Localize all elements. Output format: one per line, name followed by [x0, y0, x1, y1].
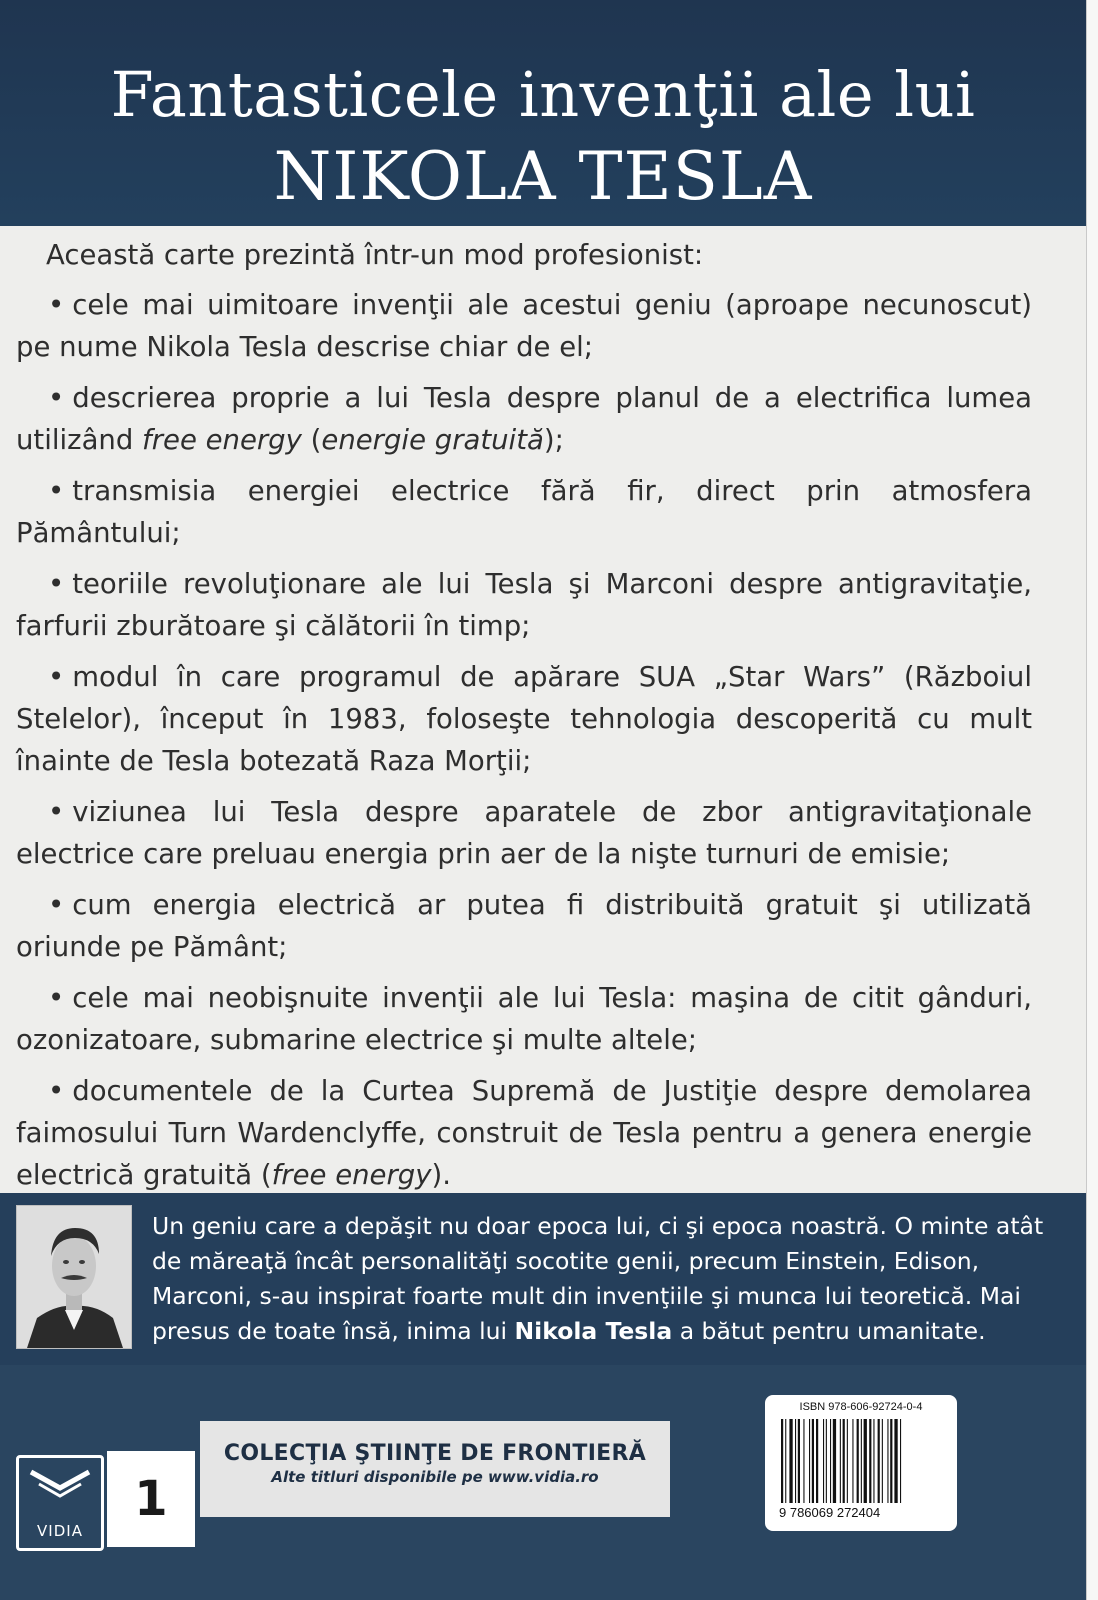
tesla-portrait — [16, 1205, 132, 1349]
bullet-text: ). — [431, 1159, 451, 1191]
collection-subtitle: Alte titluri disponibile pe www.vidia.ro — [271, 1468, 599, 1486]
bullet-dot: • — [48, 889, 65, 921]
bullet-text: modul în care programul de apărare SUA „Star Wars” (Războiul Stelelor), început în 1983, foloseşte tehnologia descoperită cu mult înainte de Tesla botezată Raza Morţii; — [16, 661, 1032, 777]
quote-band — [0, 1193, 1086, 1365]
volume-number: 1 — [107, 1451, 195, 1547]
bullet-item — [16, 656, 1032, 782]
description-text — [16, 234, 1032, 1205]
bullet-text: ); — [543, 424, 564, 456]
title-header — [0, 0, 1086, 226]
bullet-dot: • — [48, 661, 65, 693]
bullet-item — [16, 977, 1032, 1061]
bullet-item — [16, 1070, 1032, 1196]
bullet-dot: • — [48, 568, 65, 600]
footer-band — [0, 1365, 1086, 1600]
quote-paragraph — [152, 1209, 1070, 1349]
bullet-text: cele mai uimitoare invenţii ale acestui geniu (aproape necunoscut) pe nume Nikola Tesla descrise chiar de el; — [16, 289, 1032, 363]
vidia-logo — [16, 1455, 104, 1551]
intro-line: Această carte prezintă într-un mod profesionist: — [46, 239, 704, 271]
collection-label — [200, 1421, 670, 1517]
bullet-item — [16, 284, 1032, 368]
bullet-text: documentele de la Curtea Supremă de Justiţie despre demolarea faimosului Turn Wardenclyffe, construit de Tesla pentru a genera energie electrică gratuită ( — [16, 1075, 1032, 1191]
bullet-dot: • — [48, 1075, 65, 1107]
bullet-item — [16, 470, 1032, 554]
bullet-text: cum energia electrică ar putea fi distribuită gratuit şi utilizată oriunde pe Pământ; — [16, 889, 1032, 963]
bullet-text: viziunea lui Tesla despre aparatele de zbor antigravitaţionale electrice care preluau energia prin aer de la nişte turnuri de emisie; — [16, 796, 1032, 870]
bullet-text: ( — [301, 424, 322, 456]
title-line-1: Fantasticele invenţii ale lui — [110, 58, 976, 131]
portrait-illustration — [17, 1206, 131, 1348]
bullet-item — [16, 884, 1032, 968]
bullet-dot: • — [48, 796, 65, 828]
title-line-2: NIKOLA TESLA — [273, 138, 813, 215]
bullet-italic-text: free energy — [271, 1159, 432, 1191]
isbn-label: ISBN 978-606-92724-0-4 — [799, 1401, 923, 1413]
page-edge — [1086, 0, 1098, 1600]
isbn-barcode-box — [765, 1395, 957, 1531]
bullet-italic-text: free energy — [142, 424, 302, 456]
bullet-dot: • — [48, 382, 65, 414]
bullet-dot: • — [48, 982, 65, 1014]
bullet-italic-text: energie gratuită — [321, 424, 544, 456]
bullet-text: cele mai neobişnuite invenţii ale lui Tesla: maşina de citit gânduri, ozonizatoare, submarine electrice şi multe altele; — [16, 982, 1032, 1056]
logo-text: VIDIA — [37, 1522, 83, 1540]
bullet-item — [16, 563, 1032, 647]
bullet-dot: • — [48, 475, 65, 507]
isbn-digits: 9 786069 272404 — [779, 1505, 881, 1520]
bullet-text: teoriile revoluţionare ale lui Tesla şi Marconi despre antigravitaţie, farfurii zburătoare şi călătorii în timp; — [16, 568, 1032, 642]
bullet-item — [16, 791, 1032, 875]
chevron-logo-icon — [19, 1458, 101, 1508]
bullet-text: descrierea proprie a lui Tesla despre planul de a electrifica lumea utilizând — [16, 382, 1032, 456]
quote-text-part: Un geniu care a depăşit nu doar epoca lui, ci şi epoca noastră. O minte atât de măreaţă încât personalităţi socotite genii, precum Einstein, Edison, Marconi, s-au inspirat foarte mult din invenţiile şi munca lui teoretică. Mai presus de toate însă, inima lui — [152, 1212, 1044, 1345]
bullet-text: transmisia energiei electrice fără fir, direct prin atmosfera Pământului; — [16, 475, 1032, 549]
bullet-item — [16, 377, 1032, 461]
bullet-dot: • — [48, 289, 65, 321]
barcode-icon — [779, 1419, 943, 1503]
collection-title: COLECŢIA ŞTIINŢE DE FRONTIERĂ — [223, 1441, 647, 1466]
quote-name: Nikola Tesla — [514, 1317, 673, 1345]
quote-text-part: a bătut pentru umanitate. — [672, 1317, 986, 1345]
